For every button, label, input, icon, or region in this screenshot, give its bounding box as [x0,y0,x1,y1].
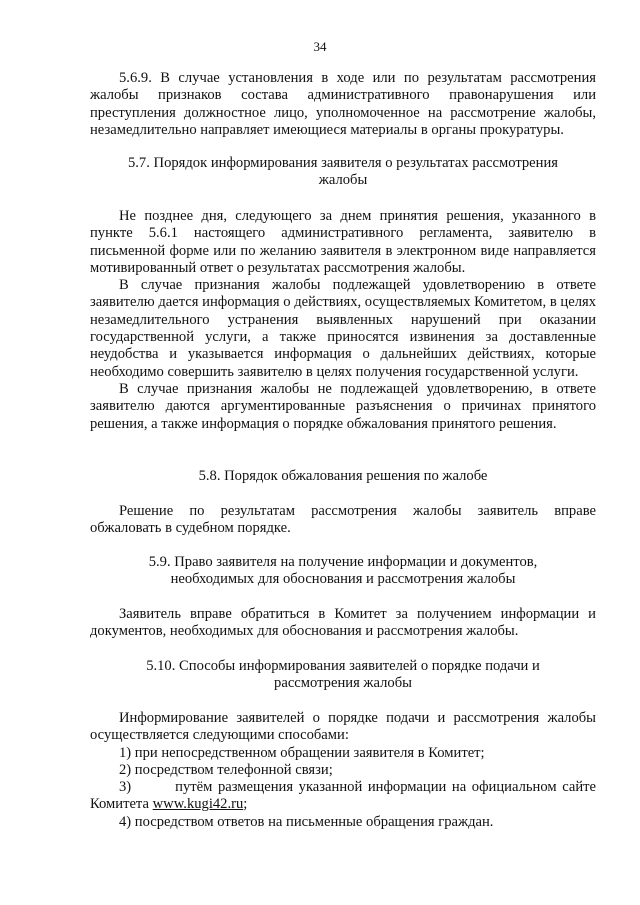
paragraph-5-6-9: 5.6.9. В случае установления в ходе или по результатам рассмотрения жалобы признаков состава административного правонарушения или преступления должностное лицо, уполномоченное на рассмотрение жалобы, незамедлительно направляет имеющиеся материалы в органы прокуратуры. [90,70,596,138]
heading-line: 5.10. Способы информирования заявителей о порядке подачи и [146,658,540,674]
paragraph: В случае признания жалобы подлежащей удовлетворению в ответе заявителю дается информация о действиях, осуществляемых Комитетом, в целях незамедлительного устранения выявленных нарушений при оказании государственной услуги, а также приносятся извинения за доставленные неудобства и указывается информация о дальнейших действиях, которые необходимо совершить заявителю в целях получения государственной услуги. [90,277,596,380]
section-5-10-heading [90,658,596,693]
section-5-6-9 [90,70,596,139]
section-5-7-heading [90,155,596,190]
list-number: 3) [119,779,132,796]
paragraph: Решение по результатам рассмотрения жалобы заявитель вправе обжаловать в судебном порядке. [90,503,596,537]
section-5-9-heading [90,554,596,589]
heading-line: 5.9. Право заявителя на получение информации и документов, [148,554,538,570]
heading-line: 5.8. Порядок обжалования решения по жалобе [198,468,488,484]
section-5-10-body [90,710,596,831]
list-item: 2) посредством телефонной связи; [119,761,333,778]
heading-line: 5.7. Порядок информирования заявителя о результатах рассмотрения [127,155,558,171]
website-link[interactable]: www.kugi42.ru [152,796,244,813]
list-item: 4) посредством ответов на письменные обращения граждан. [119,813,494,830]
list-item-text: путём размещения указанной информации на официальном сайте [175,779,596,796]
paragraph: Заявитель вправе обратиться в Комитет за получением информации и документов, необходимых для обоснования и рассмотрения жалобы. [90,606,596,640]
paragraph: Не позднее дня, следующего за днем принятия решения, указанного в пункте 5.6.1 настоящего административного регламента, заявителю в письменной форме или по желанию заявителя в электронном виде направляется мотивированный ответ о результатах рассмотрения жалобы. [90,208,596,276]
section-5-8-body [90,503,596,538]
list-item-continuation: Комитета www.kugi42.ru; [90,796,248,813]
section-5-8-heading [90,468,596,485]
heading-line: необходимых для обоснования и рассмотрения жалобы [170,571,516,588]
heading-line: рассмотрения жалобы [274,675,412,692]
list-item: 1) при непосредственном обращении заявителя в Комитет; [119,744,485,761]
list-item [90,779,596,796]
section-5-7-body [90,208,596,433]
heading-line: жалобы [318,172,368,189]
section-5-9-body [90,606,596,641]
paragraph: Информирование заявителей о порядке подачи и рассмотрения жалобы осуществляется следующими способами: [90,710,596,744]
page-number: 34 [313,39,327,54]
paragraph: В случае признания жалобы не подлежащей удовлетворению, в ответе заявителю даются аргументированные разъяснения о причинах принятого решения, а также информация о порядке обжалования принятого решения. [90,380,596,432]
